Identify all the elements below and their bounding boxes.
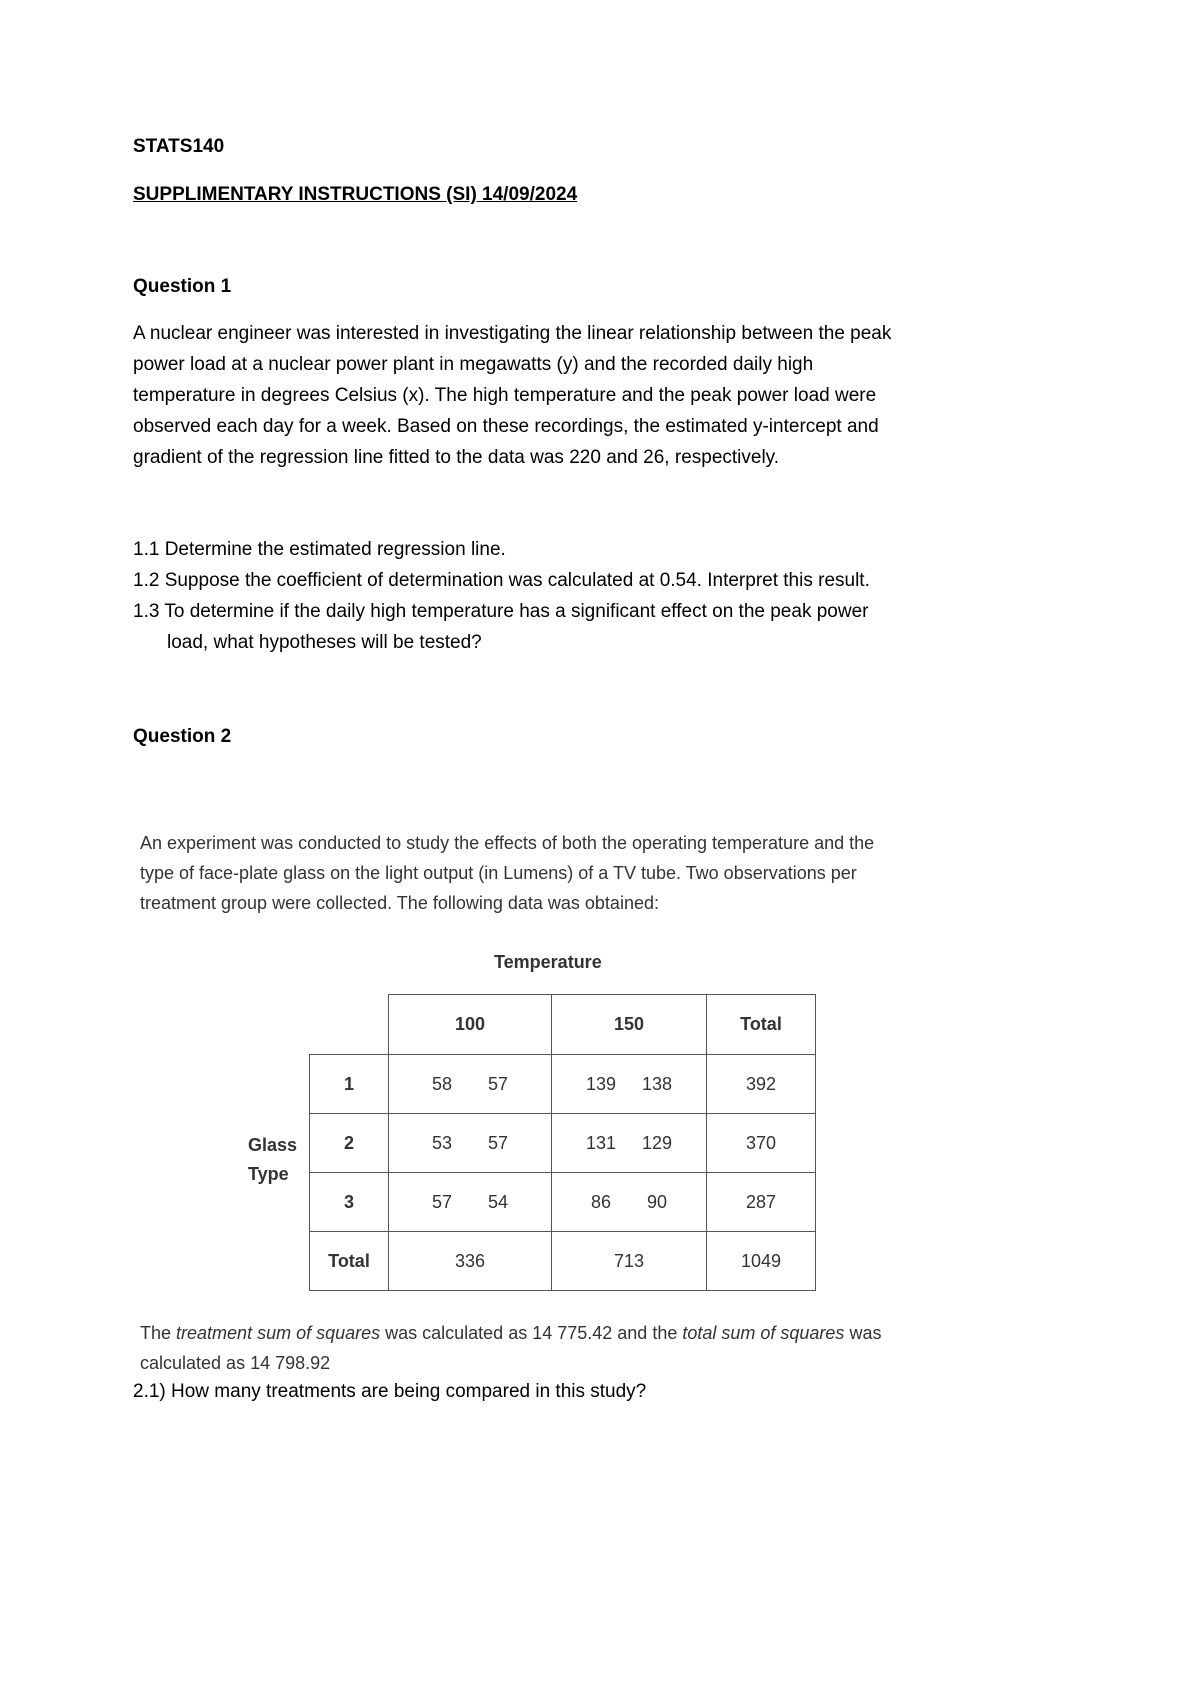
document-heading: SUPPLIMENTARY INSTRUCTIONS (SI) 14/09/2024 bbox=[133, 184, 578, 205]
temperature-label: Temperature bbox=[494, 952, 602, 972]
value: 129 bbox=[641, 1132, 673, 1153]
intro-line: An experiment was conducted to study the effects of both the operating temperature and the bbox=[140, 833, 875, 853]
grand-total: 1049 bbox=[707, 1232, 816, 1291]
total-100: 336 bbox=[389, 1232, 552, 1291]
value: 131 bbox=[585, 1132, 617, 1153]
cell-150 bbox=[552, 1055, 707, 1114]
data-table bbox=[309, 1054, 816, 1291]
row-total: 287 bbox=[707, 1173, 816, 1232]
header-total: Total bbox=[707, 995, 816, 1055]
paragraph-line: power load at a nuclear power plant in megawatts (y) and the recorded daily high bbox=[133, 354, 814, 375]
row-total: 392 bbox=[707, 1055, 816, 1114]
value: 58 bbox=[431, 1073, 453, 1094]
header-150: 150 bbox=[552, 995, 707, 1055]
question-2-intro bbox=[140, 828, 874, 918]
row-total: 370 bbox=[707, 1114, 816, 1173]
table-row bbox=[310, 1055, 816, 1114]
paragraph-line: gradient of the regression line fitted to the data was 220 and 26, respectively. bbox=[133, 447, 780, 468]
cell-150 bbox=[552, 1114, 707, 1173]
question-item: 1.2 Suppose the coefficient of determination was calculated at 0.54. Interpret this result. bbox=[133, 570, 870, 591]
value: 139 bbox=[585, 1073, 617, 1094]
value: 53 bbox=[431, 1132, 453, 1153]
cell-100 bbox=[389, 1173, 552, 1232]
value: 57 bbox=[487, 1073, 509, 1094]
cell-100 bbox=[389, 1114, 552, 1173]
paragraph-line: A nuclear engineer was interested in investigating the linear relationship between the peak bbox=[133, 323, 892, 344]
cell-100 bbox=[389, 1055, 552, 1114]
row-label: Total bbox=[310, 1232, 389, 1291]
glass-label: Glass bbox=[248, 1135, 298, 1155]
value: 90 bbox=[646, 1191, 668, 1212]
question-1-items bbox=[133, 534, 870, 658]
table-header bbox=[388, 994, 816, 1055]
cell-150 bbox=[552, 1173, 707, 1232]
type-label: Type bbox=[248, 1164, 289, 1184]
row-label: 3 bbox=[310, 1173, 389, 1232]
intro-line: treatment group were collected. The following data was obtained: bbox=[140, 893, 659, 913]
row-label: 2 bbox=[310, 1114, 389, 1173]
paragraph-line: temperature in degrees Celsius (x). The high temperature and the peak power load were bbox=[133, 385, 877, 406]
ss-line-2: calculated as 14 798.92 bbox=[140, 1353, 331, 1373]
header-100: 100 bbox=[389, 995, 552, 1055]
total-150: 713 bbox=[552, 1232, 707, 1291]
table-total-row bbox=[310, 1232, 816, 1291]
text: was calculated as 14 775.42 and the bbox=[380, 1323, 683, 1343]
question-1-paragraph bbox=[133, 318, 891, 473]
value: 54 bbox=[487, 1191, 509, 1212]
question-1-title: Question 1 bbox=[133, 276, 232, 297]
sum-of-squares-text bbox=[140, 1318, 881, 1378]
value: 138 bbox=[641, 1073, 673, 1094]
intro-line: type of face-plate glass on the light output (in Lumens) of a TV tube. Two observations per bbox=[140, 863, 857, 883]
ss-line-1 bbox=[140, 1318, 881, 1348]
question-item: 1.1 Determine the estimated regression line. bbox=[133, 539, 506, 560]
treatment-ss-term: treatment sum of squares bbox=[176, 1323, 381, 1343]
total-ss-term: total sum of squares bbox=[682, 1323, 845, 1343]
text: was bbox=[844, 1323, 882, 1343]
value: 57 bbox=[431, 1191, 453, 1212]
question-item: load, what hypotheses will be tested? bbox=[167, 632, 482, 653]
text: The bbox=[140, 1323, 177, 1343]
glass-type-label bbox=[248, 1131, 297, 1189]
value: 86 bbox=[590, 1191, 612, 1212]
paragraph-line: observed each day for a week. Based on these recordings, the estimated y-intercept and bbox=[133, 416, 879, 437]
course-code: STATS140 bbox=[133, 136, 225, 157]
question-2-1: 2.1) How many treatments are being compared in this study? bbox=[133, 1381, 647, 1402]
value: 57 bbox=[487, 1132, 509, 1153]
row-label: 1 bbox=[310, 1055, 389, 1114]
question-item: 1.3 To determine if the daily high temperature has a significant effect on the peak power bbox=[133, 601, 869, 622]
table-row bbox=[310, 1173, 816, 1232]
table-row bbox=[310, 1114, 816, 1173]
question-2-title: Question 2 bbox=[133, 726, 232, 747]
